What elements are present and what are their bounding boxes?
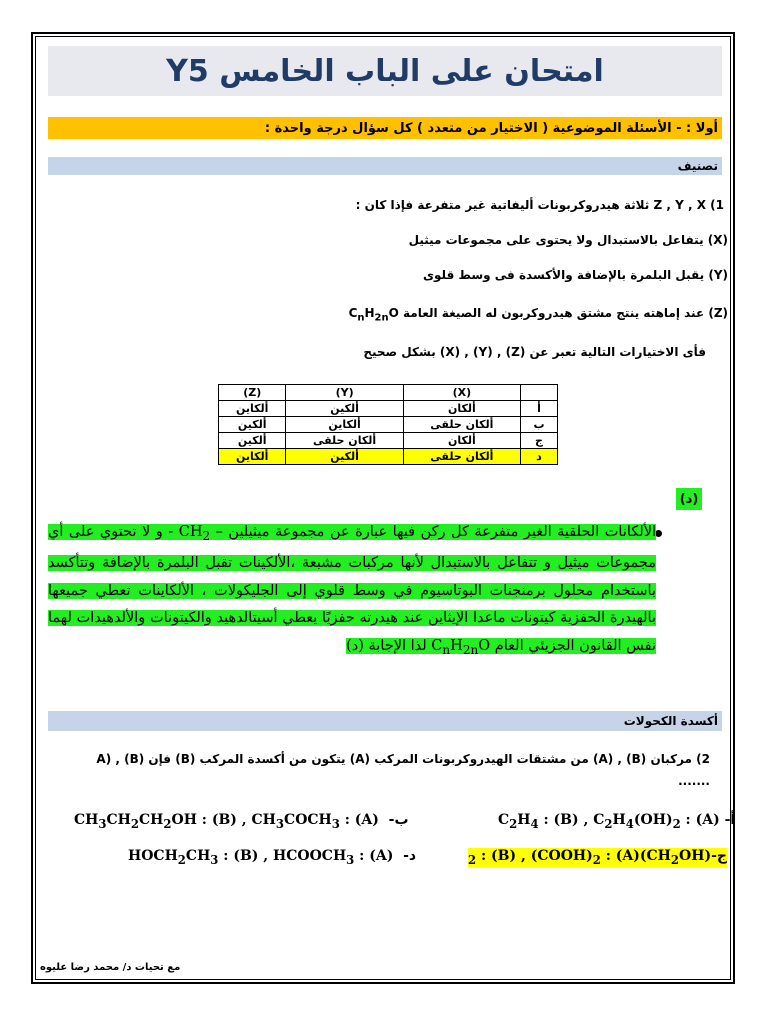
table-cell: أ xyxy=(521,401,558,417)
table-row xyxy=(219,401,558,417)
table-cell: ألكين xyxy=(219,433,286,449)
table-cell: ألكان حلقى xyxy=(403,449,520,465)
table-cell: ألكاين xyxy=(219,401,286,417)
table-header: (Z) xyxy=(219,385,286,401)
section-header: أولا : - الأسئلة الموضوعية ( الاختيار من متعدد ) كل سؤال درجة واحدة : xyxy=(48,117,722,139)
table-cell: ألكان xyxy=(403,433,520,449)
category-label-classification: تصنيف xyxy=(48,157,722,175)
table-cell: د xyxy=(521,449,558,465)
page-title: امتحان على الباب الخامس Y5 xyxy=(166,53,604,89)
q1-intro: 1) Z , Y , X ثلاثة هيدروكربونات أليفاتية غير متفرعة فإذا كان : xyxy=(355,198,724,212)
table-cell: ب xyxy=(521,417,558,433)
table-cell: ألكاين xyxy=(219,449,286,465)
table-cell: ألكان حلقى xyxy=(286,433,403,449)
table-header xyxy=(521,385,558,401)
choice-d: $HOCH_2CH_3$ : (B) , $HCOOCH_3$ : (A) -د xyxy=(128,848,417,867)
q1-question: فأى الاختيارات التالية تعبر عن (Z) , (Y) , (X) بشكل صحيح xyxy=(363,345,706,359)
options-table xyxy=(218,384,558,465)
table-cell: ألكين xyxy=(219,417,286,433)
bullet-icon xyxy=(655,530,662,537)
answer-badge: (د) xyxy=(676,488,702,510)
table-cell: ج xyxy=(521,433,558,449)
page-border-inner xyxy=(35,36,731,980)
choice-c: $_2$ : (B) , $(COOH)_2$ : $(A)(CH_2OH)-ج$ xyxy=(468,848,727,867)
q1-y-condition: (Y) يقبل البلمرة بالإضافة والأكسدة فى وسط قلوى xyxy=(423,268,728,282)
table-row xyxy=(219,433,558,449)
category-label-alcohol-oxidation: أكسدة الكحولات xyxy=(48,711,722,731)
table-cell: ألكان حلقى xyxy=(403,417,520,433)
table-cell: ألكين xyxy=(286,401,403,417)
explanation-paragraph: الألكانات الحلقية الغير متفرعة كل ركن فيها عبارة عن مجموعة ميثيلين – $CH_2$ - و لا تحتوي على أي مجموعات ميثيل و تتفاعل بالاستبدال لأنها مركبات مشبعة ،الألكينات تقبل البلمرة بالإضافة وتتأكسد باستخدام محلول برمنجنات البوتاسيوم في وسط قلوي إلى الجليكولات ، الألكاينات تعطي جميعها بالهيدرة الحفزية كيتونات ماعدا الإيثاين عند هيدرته حفزيًا يعطي أسيتالدهيد والكيتونات والألدهيدات لهما نفس القانون الجزيئي العام $C_nH_{2n}O$ لذا الإجابة (د) xyxy=(48,524,656,657)
table-row-correct xyxy=(219,449,558,465)
choice-b: $CH_3CH_2CH_2OH$ : (B) , $CH_3COCH_3$ : (A) -ب xyxy=(74,812,409,831)
table-row xyxy=(219,417,558,433)
table-cell: ألكان xyxy=(403,401,520,417)
footer-signature: مع تحيات د/ محمد رضا عليوه xyxy=(40,962,181,973)
table-header: (Y) xyxy=(286,385,403,401)
q2-text: 2) مركبان (B) , (A) من مشتقات الهيدروكربونات المركب (A) يتكون من أكسدة المركب (B) فإن (B) , (A ....... xyxy=(96,752,710,788)
q1-x-condition: (X) يتفاعل بالاستبدال ولا يحتوى على مجموعات ميثيل xyxy=(408,233,728,247)
table-header: (X) xyxy=(403,385,520,401)
options-header-row xyxy=(219,385,558,401)
choice-a: $C_2H_4$ : (B) , $C_2H_4(OH)_2$ : (A) -أ xyxy=(498,812,736,831)
title-box xyxy=(48,46,722,96)
table-cell: ألكاين xyxy=(286,417,403,433)
q1-z-condition: (Z) عند إماهته ينتج مشتق هيدروكربون له الصيغة العامة $C_nH_{2n}O$ xyxy=(348,306,728,324)
table-cell: ألكين xyxy=(286,449,403,465)
